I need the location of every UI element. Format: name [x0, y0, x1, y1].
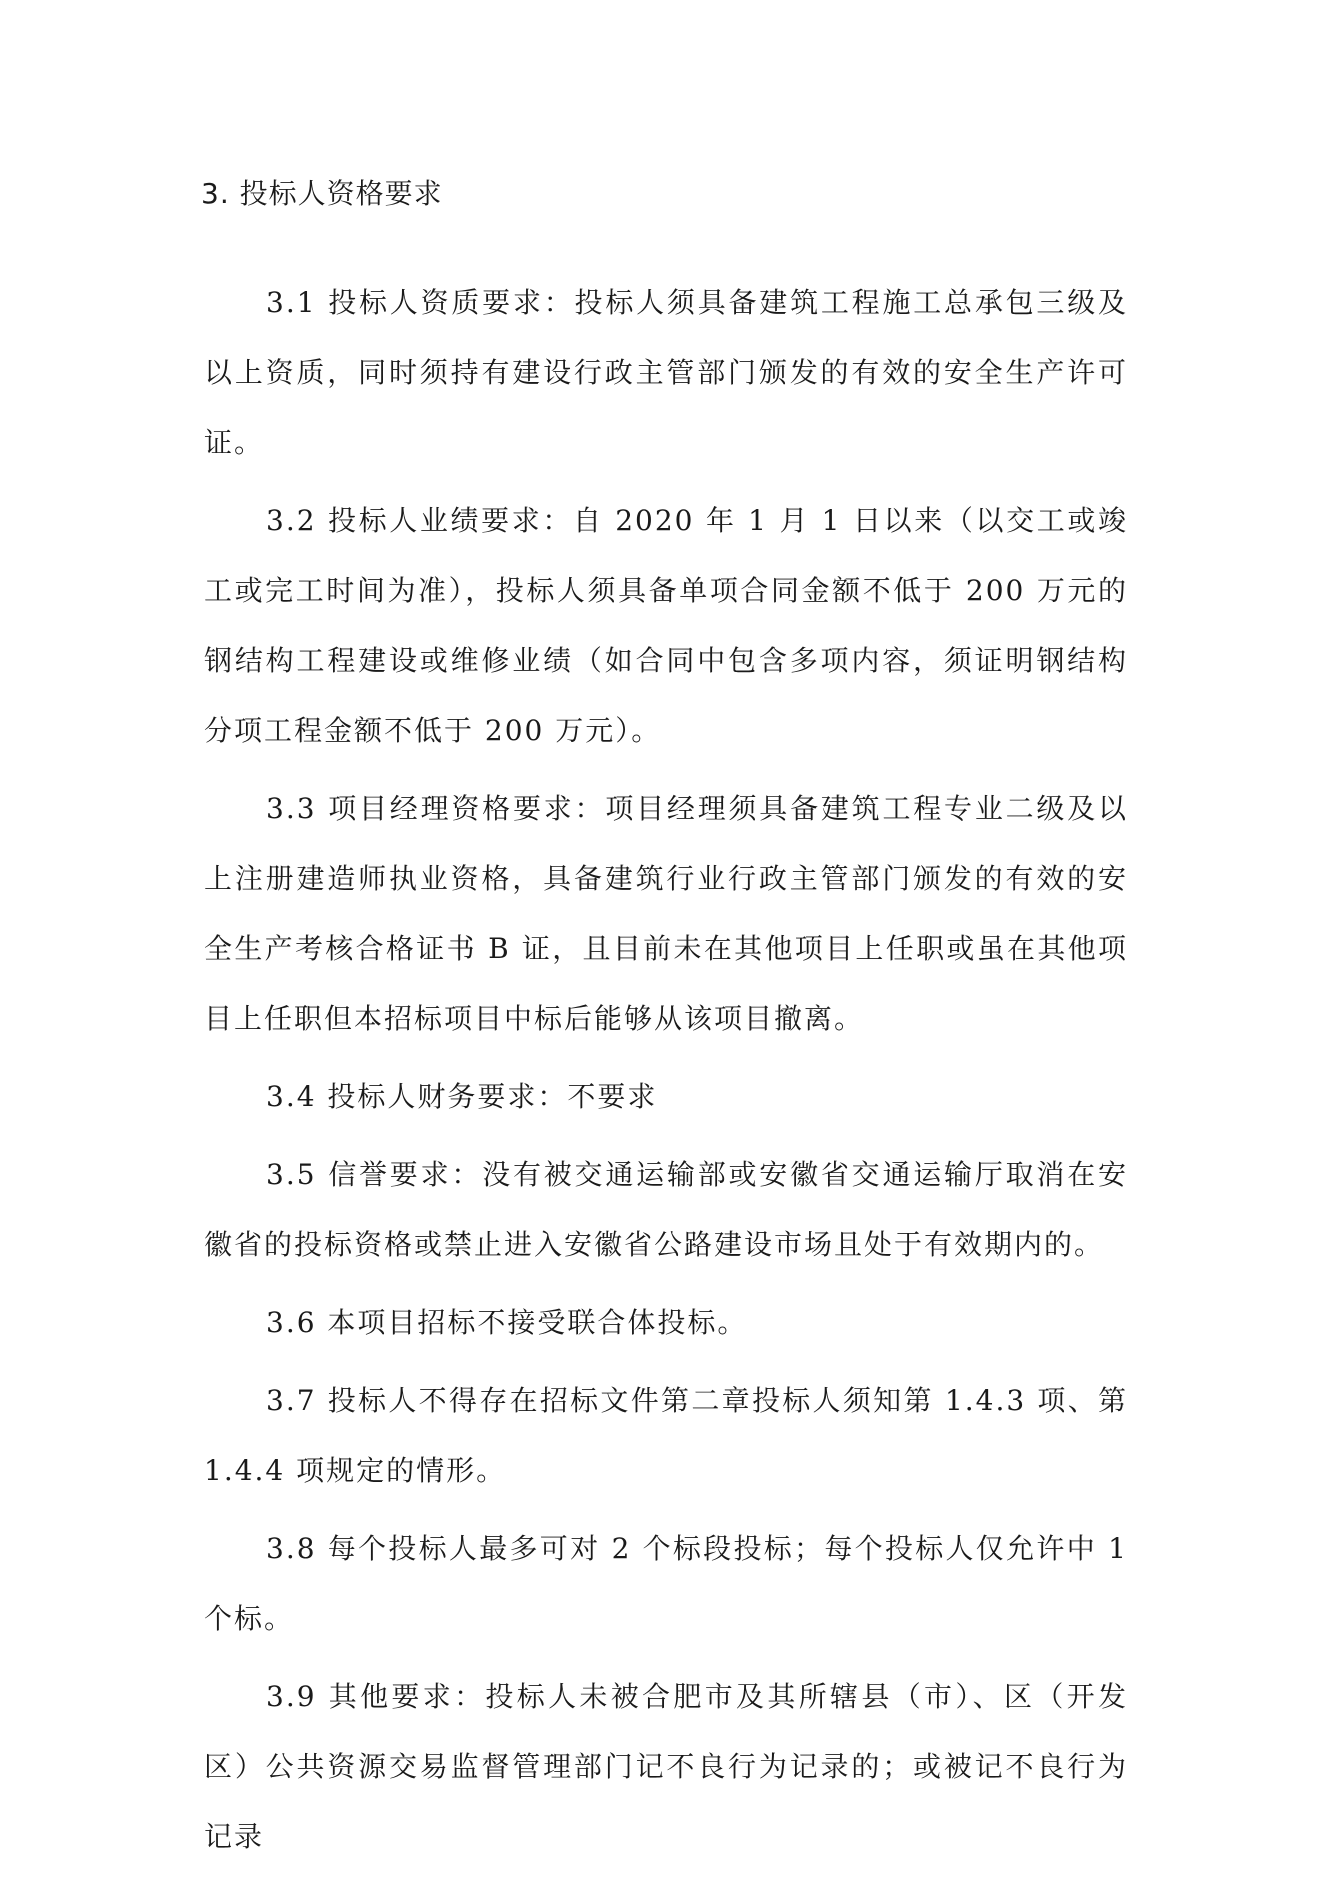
paragraph-3-3-project-manager: 3.3 项目经理资格要求：项目经理须具备建筑工程专业二级及以上注册建造师执业资格，具备建筑行业行政主管部门颁发的有效的安全生产考核合格证书 B 证，且目前未在其他项目上任职或虽在其他项目上任职但本招标项目中标后能够从该项目撤离。 [204, 792, 1128, 1035]
paragraph-3-8-lots: 3.8 每个投标人最多可对 2 个标段投标；每个投标人仅允许中 1 个标。 [204, 1532, 1128, 1635]
paragraph-3-6-consortium: 3.6 本项目招标不接受联合体投标。 [266, 1306, 748, 1339]
paragraph-3-5-reputation: 3.5 信誉要求：没有被交通运输部或安徽省交通运输厅取消在安徽省的投标资格或禁止进入安徽省公路建设市场且处于有效期内的。 [204, 1158, 1128, 1261]
paragraph-3-1-qualification: 3.1 投标人资质要求：投标人须具备建筑工程施工总承包三级及以上资质，同时须持有建设行政主管部门颁发的有效的安全生产许可证。 [204, 286, 1128, 459]
paragraph-3-4-financial: 3.4 投标人财务要求：不要求 [266, 1080, 658, 1113]
paragraph-3-2-performance: 3.2 投标人业绩要求：自 2020 年 1 月 1 日以来（以交工或竣工或完工时间为准），投标人须具备单项合同金额不低于 200 万元的钢结构工程建设或维修业绩（如合同中包含多项内容，须证明钢结构分项工程金额不低于 200 万元）。 [204, 504, 1128, 747]
section-body [204, 268, 1128, 1880]
paragraph-3-9-other: 3.9 其他要求：投标人未被合肥市及其所辖县（市）、区（开发区）公共资源交易监督管理部门记不良行为记录的；或被记不良行为记录 [204, 1680, 1128, 1853]
section-heading: 3. 投标人资格要求 [201, 177, 443, 210]
paragraph-3-7-restrictions: 3.7 投标人不得存在招标文件第二章投标人须知第 1.4.3 项、第 1.4.4 项规定的情形。 [204, 1384, 1128, 1487]
